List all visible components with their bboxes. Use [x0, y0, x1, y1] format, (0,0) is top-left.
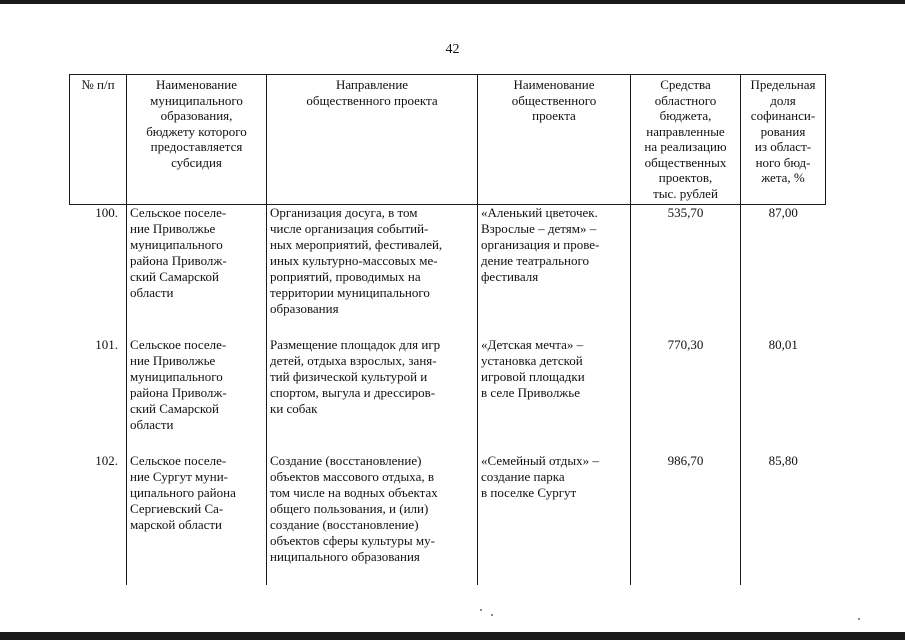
header-col-share: Предельная доля софинанси- рования из област- ного бюд- жета, %: [741, 75, 826, 205]
header-col-project-name: Наименование общественного проекта: [478, 75, 631, 205]
row-municipality: Сельское поселе- ние Сургут муни- ципального района Сергиевский Са- марской области: [127, 453, 267, 585]
scan-top-border: [0, 0, 905, 4]
page-number: 42: [445, 42, 460, 57]
table-row: [70, 453, 826, 585]
header-col-direction: Направление общественного проекта: [267, 75, 478, 205]
row-number: 102.: [95, 453, 118, 468]
row-number: 100.: [95, 205, 118, 220]
row-share: 80,01: [741, 337, 826, 453]
row-project-name: «Семейный отдых» – создание парка в поселке Сургут: [478, 453, 631, 585]
table-header-row: [70, 75, 826, 205]
row-municipality: Сельское поселе- ние Приволжье муниципального района Приволж- ский Самарской области: [127, 337, 267, 453]
header-col-amount: Средства областного бюджета, направленные на реализацию общественных проектов, тыс. рублей: [631, 75, 741, 205]
row-direction: Создание (восстановление) объектов массового отдыха, в том числе на водных объектах общего пользования, и (или) создание (восстановление) объектов сферы культуры му- ниципального образования: [267, 453, 478, 585]
scan-speck: [491, 614, 493, 616]
row-direction: Размещение площадок для игр детей, отдыха взрослых, заня- тий физической культурой и спортом, выгула и дрессиров- ки собак: [267, 337, 478, 453]
header-col-number: № п/п: [70, 75, 127, 205]
row-direction: Организация досуга, в том числе организация событий- ных мероприятий, фестивалей, иных культурно-массовых ме- роприятий, проводимых на территории муниципального образования: [267, 205, 478, 338]
row-project-name: «Детская мечта» – установка детской игровой площадки в селе Приволжье: [478, 337, 631, 453]
row-municipality: Сельское поселе- ние Приволжье муниципального района Приволж- ский Самарской области: [127, 205, 267, 338]
row-share: 85,80: [741, 453, 826, 585]
header-col-municipality: Наименование муниципального образования, бюджету которого предоставляется субсидия: [127, 75, 267, 205]
row-share: 87,00: [741, 205, 826, 338]
row-amount: 770,30: [631, 337, 741, 453]
table-row: [70, 205, 826, 338]
table-row: [70, 337, 826, 453]
subsidy-table: [69, 74, 826, 585]
row-project-name: «Аленький цветочек. Взрослые – детям» – организация и прове- дение театрального фестиваля: [478, 205, 631, 338]
row-amount: 535,70: [631, 205, 741, 338]
scan-speck: [858, 618, 860, 620]
row-number: 101.: [95, 337, 118, 352]
row-amount: 986,70: [631, 453, 741, 585]
scan-bottom-border: [0, 632, 905, 640]
scan-speck: [480, 609, 482, 611]
